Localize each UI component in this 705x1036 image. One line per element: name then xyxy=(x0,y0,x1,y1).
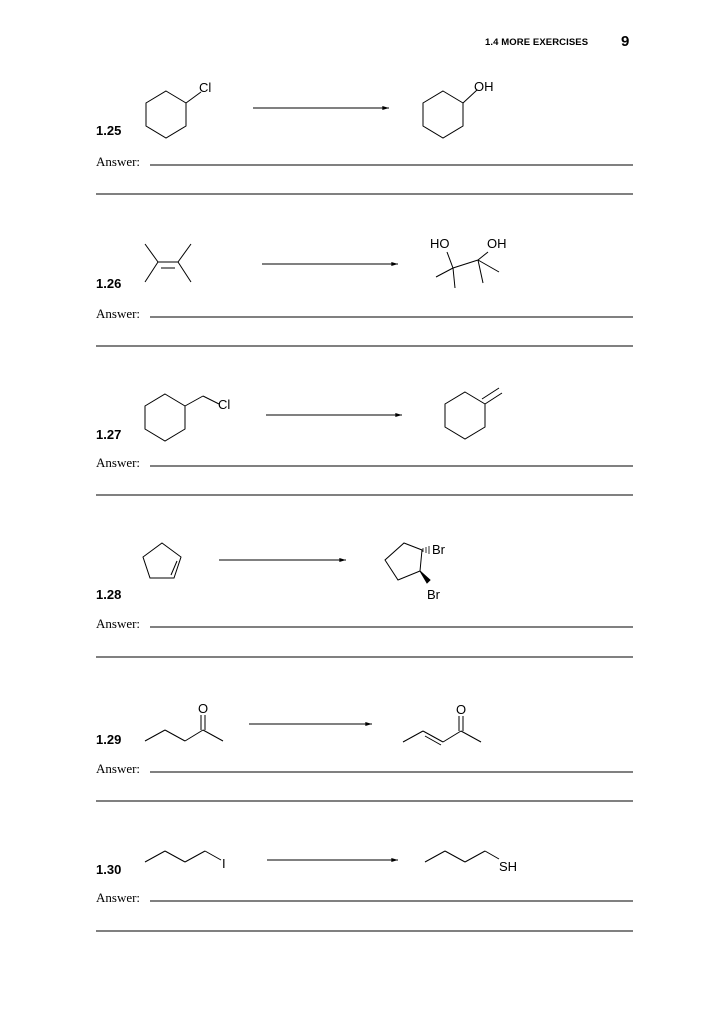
substituent-label: SH xyxy=(499,859,518,874)
reactant-chlorocyclohexane xyxy=(146,80,211,138)
answer-label: Answer: xyxy=(96,306,141,321)
exercise-number: 1.30 xyxy=(96,862,122,877)
oxygen-label: O xyxy=(456,702,467,717)
reactant-cyclopentene xyxy=(143,543,181,578)
hydroxyl-label: OH xyxy=(487,236,507,251)
running-head: 1.4 MORE EXERCISES xyxy=(485,37,589,48)
hydroxyl-label: HO xyxy=(430,236,450,251)
exercise-1-30 xyxy=(96,851,633,931)
bromine-label: Br xyxy=(427,587,440,602)
reactant-chloromethylcyclohexane xyxy=(145,394,230,441)
substituent-label: I xyxy=(222,856,226,871)
product-cyclohexanol xyxy=(423,79,494,138)
exercise-1-25 xyxy=(96,79,633,194)
bromine-label: Br xyxy=(432,542,445,557)
answer-label: Answer: xyxy=(96,154,141,169)
exercise-number: 1.27 xyxy=(96,427,122,442)
exercise-1-28 xyxy=(96,542,633,657)
answer-label: Answer: xyxy=(96,761,141,776)
exercise-1-26 xyxy=(96,236,633,346)
exercise-number: 1.26 xyxy=(96,276,122,291)
answer-label: Answer: xyxy=(96,890,141,905)
substituent-label: Cl xyxy=(218,397,231,412)
reactant-1-iodobutane xyxy=(145,851,226,871)
substituent-label: OH xyxy=(474,79,494,94)
substituent-label: Cl xyxy=(199,80,212,95)
exercise-1-27 xyxy=(96,388,633,495)
answer-label: Answer: xyxy=(96,455,141,470)
product-methylenecyclohexane xyxy=(445,388,502,439)
exercise-1-29 xyxy=(96,701,633,801)
product-3-penten-2-one xyxy=(403,702,481,745)
page-number: 9 xyxy=(621,33,630,50)
product-1-butanethiol xyxy=(425,851,517,874)
oxygen-label: O xyxy=(198,701,209,716)
reactant-2-pentanone xyxy=(145,701,223,741)
product-dibromocyclopentane xyxy=(385,542,446,602)
answer-label: Answer: xyxy=(96,616,141,631)
exercise-number: 1.25 xyxy=(96,123,122,138)
exercise-number: 1.29 xyxy=(96,732,122,747)
exercise-number: 1.28 xyxy=(96,587,122,602)
product-pinacol xyxy=(430,236,507,288)
reactant-tetramethylethylene xyxy=(145,244,191,282)
